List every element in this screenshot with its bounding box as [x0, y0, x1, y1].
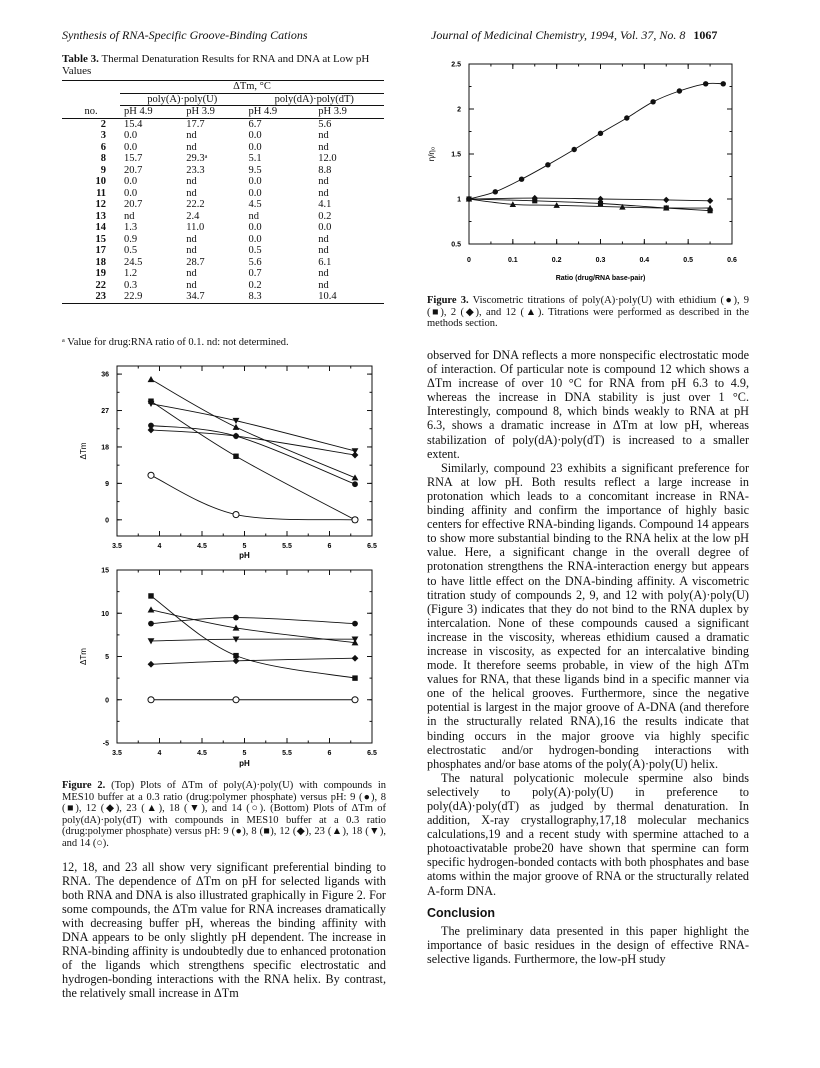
- series-line: [151, 610, 355, 643]
- table-3-caption-text: Thermal Denaturation Results for RNA and DNA at Low pH Values: [62, 53, 370, 77]
- compound-number: 14: [95, 222, 106, 233]
- table-cell: nd: [318, 245, 329, 256]
- data-point: [148, 472, 154, 478]
- compound-number: 10: [95, 176, 106, 187]
- table-row: [62, 176, 384, 188]
- data-point: [233, 615, 239, 621]
- table-row: [62, 268, 384, 280]
- x-tick-label: 0.1: [507, 257, 518, 264]
- table-cell: 11.0: [186, 222, 205, 233]
- y-tick-label: 5: [105, 654, 109, 661]
- x-tick-label: 4.5: [197, 750, 207, 757]
- col-header-ph: pH 4.9: [245, 106, 315, 119]
- data-point: [707, 198, 713, 204]
- table-row: [62, 153, 384, 165]
- x-tick-label: 6: [327, 543, 332, 550]
- table-cell: nd: [248, 210, 260, 222]
- table-cell: 12.0: [318, 153, 337, 164]
- table-cell: 29.3ᵃ: [186, 153, 208, 164]
- table-cell: 0.3: [124, 279, 138, 291]
- table-cell: nd: [186, 279, 197, 291]
- compound-number: 12: [95, 199, 106, 210]
- table-3-label: Table 3.: [62, 53, 99, 65]
- table-row: [62, 257, 384, 269]
- delta-tm-header: ΔTm, °C: [120, 81, 384, 94]
- table-cell: 4.5: [248, 199, 262, 210]
- col-header-ph: pH 3.9: [314, 106, 384, 119]
- table-cell: 0.2: [248, 279, 262, 291]
- table-row: [62, 245, 384, 257]
- table-cell: 17.7: [186, 118, 205, 130]
- table-cell: nd: [186, 268, 197, 279]
- compound-number: 2: [100, 118, 106, 130]
- data-point: [663, 197, 669, 203]
- table-cell: 8.8: [318, 164, 332, 176]
- col-header-ph: pH 4.9: [120, 106, 182, 119]
- data-point: [352, 474, 359, 480]
- data-point: [493, 189, 498, 194]
- x-tick-label: 0.4: [639, 257, 650, 264]
- table-cell: nd: [318, 279, 329, 291]
- series-line: [151, 401, 355, 520]
- table-row: [62, 188, 384, 200]
- x-tick-label: 5.5: [282, 543, 292, 550]
- table-cell: 10.4: [314, 291, 384, 303]
- table-cell: nd: [186, 141, 197, 153]
- data-point: [233, 511, 239, 517]
- table-cell: 0.2: [318, 210, 332, 222]
- y-tick-label: 0: [105, 517, 109, 525]
- plot-frame: [117, 366, 372, 536]
- data-point: [148, 593, 153, 598]
- table-cell: 2.4: [186, 210, 200, 222]
- plot-frame: [117, 570, 372, 743]
- series-line: [151, 379, 355, 477]
- x-tick-label: 6: [327, 750, 332, 757]
- x-tick-label: 5.5: [282, 750, 292, 757]
- compound-number: 3: [100, 130, 106, 141]
- table-cell: 15.7: [124, 153, 143, 164]
- table-cell: 0.0: [124, 130, 138, 141]
- table-3-footnote: ᵃ Value for drug:RNA ratio of 0.1. nd: not determined.: [62, 337, 289, 348]
- table-cell: nd: [186, 187, 197, 199]
- data-point: [571, 147, 576, 152]
- data-point: [148, 697, 154, 703]
- paragraph: The preliminary data presented in this paper highlight the importance of basic residues in the design of effective RNA-selective ligands. Furthermore, the low-pH study: [427, 923, 749, 966]
- data-point: [545, 162, 550, 167]
- table-cell: 0.7: [248, 268, 262, 279]
- y-axis-title: ΔTm: [79, 648, 88, 665]
- data-point: [352, 517, 358, 523]
- table-cell: 24.5: [124, 256, 143, 268]
- group-header-rna: poly(A)·poly(U): [120, 93, 245, 106]
- y-tick-label: 2.5: [451, 61, 461, 69]
- x-tick-label: 0: [467, 257, 471, 264]
- table-cell: 20.7: [124, 199, 143, 210]
- table-row: [62, 165, 384, 177]
- data-point: [148, 606, 155, 612]
- series-line: [151, 639, 355, 641]
- compound-number: 11: [96, 187, 106, 199]
- table-3-caption: [62, 53, 382, 77]
- table-cell: 0.0: [248, 222, 262, 233]
- x-tick-label: 6.5: [367, 543, 377, 550]
- table-row: [62, 234, 384, 246]
- table-cell: 8.3: [245, 291, 315, 303]
- x-axis-title: pH: [239, 759, 250, 768]
- group-header-dna: poly(dA)·poly(dT): [245, 93, 384, 106]
- table-cell: 0.0: [318, 222, 332, 233]
- data-point: [352, 697, 358, 703]
- table-cell: 23.3: [186, 164, 205, 176]
- table-cell: nd: [318, 233, 329, 245]
- y-tick-label: 36: [101, 371, 109, 379]
- compound-number: 22: [95, 279, 106, 291]
- table-cell: 0.0: [248, 187, 262, 199]
- data-point: [233, 424, 240, 430]
- y-tick-label: -5: [102, 740, 109, 748]
- x-tick-label: 4: [157, 750, 162, 757]
- running-header-journal: [431, 28, 717, 43]
- table-cell: 0.0: [248, 233, 262, 245]
- compound-number: 9: [100, 164, 106, 176]
- table-cell: 28.7: [186, 256, 205, 268]
- table-cell: nd: [318, 141, 329, 153]
- data-point: [352, 675, 357, 680]
- table-cell: nd: [124, 210, 135, 222]
- figure-3-caption-text: Viscometric titrations of poly(A)·poly(U) with ethidium (●), 9 (■), 2 (◆), and 12 (▲). Titrations were performed as described in the methods section.: [427, 295, 750, 329]
- y-tick-label: 15: [101, 567, 109, 575]
- col-header-ph: pH 3.9: [182, 106, 244, 119]
- table-row: [62, 142, 384, 154]
- data-point: [233, 454, 238, 459]
- data-point: [148, 621, 154, 627]
- left-column-body: [62, 860, 386, 1000]
- data-point: [233, 433, 240, 440]
- data-point: [721, 81, 726, 86]
- data-point: [352, 481, 358, 487]
- series-line: [469, 83, 723, 199]
- y-tick-label: 0.5: [451, 241, 461, 249]
- paragraph: observed for DNA reflects a more nonspecific electrostatic mode of interaction. Of particular note is compound 12 which shows a ΔTm increase of over 10 °C for RNA from pH 6.3 to 4.9, whereas the increase in DNA stability is just over 1 °C. Interestingly, compound 8, which binds weakly to RNA at pH 6.3, shows a dramatic increase in ΔTm at low pH, whereas stabilization of poly(dA)·poly(dT) is increased to a smaller extent.: [427, 348, 749, 461]
- data-point: [148, 427, 155, 434]
- table-cell: 5.1: [248, 153, 262, 164]
- compound-number: 8: [100, 153, 106, 164]
- compound-number: 6: [100, 141, 106, 153]
- series-line: [151, 475, 355, 520]
- page-number: 1067: [693, 28, 718, 42]
- x-tick-label: 0.6: [727, 257, 737, 264]
- table-3: [62, 80, 384, 304]
- table-cell: 0.0: [248, 130, 262, 141]
- table-cell: 4.1: [318, 199, 332, 210]
- table-cell: 0.0: [124, 141, 138, 153]
- x-tick-label: 0.3: [595, 257, 606, 264]
- table-cell: 5.6: [318, 118, 332, 130]
- table-cell: 0.5: [248, 245, 262, 256]
- journal-citation: Journal of Medicinal Chemistry, 1994, Vol. 37, No. 8: [431, 28, 686, 42]
- x-tick-label: 4.5: [197, 543, 207, 550]
- table-row: [62, 222, 384, 234]
- x-tick-label: 5: [242, 750, 247, 757]
- y-tick-label: 10: [101, 610, 109, 618]
- y-tick-label: 18: [101, 444, 109, 452]
- y-tick-label: 9: [105, 480, 109, 488]
- data-point: [148, 376, 155, 382]
- x-axis-title: pH: [239, 551, 250, 560]
- table-cell: 34.7: [182, 291, 244, 303]
- compound-number: 15: [95, 233, 106, 245]
- table-cell: 20.7: [124, 164, 143, 176]
- series-line: [151, 426, 355, 485]
- table-cell: 0.0: [124, 187, 138, 199]
- x-tick-label: 6.5: [367, 750, 377, 757]
- series-line: [151, 430, 355, 455]
- plot-frame: [469, 64, 732, 244]
- x-tick-label: 0.5: [683, 257, 694, 264]
- x-tick-label: 3.5: [112, 543, 122, 550]
- table-cell: nd: [318, 176, 329, 187]
- figure-3-chart: [426, 54, 756, 299]
- figure-3-caption: [427, 295, 749, 330]
- table-cell: nd: [318, 187, 329, 199]
- figure-2-caption: [62, 780, 386, 849]
- table-row: [62, 130, 384, 142]
- compound-number: 17: [95, 245, 106, 256]
- table-cell: 0.0: [248, 176, 262, 187]
- table-cell: nd: [186, 233, 197, 245]
- data-point: [703, 81, 708, 86]
- table-cell: 0.0: [124, 176, 138, 187]
- data-point: [233, 657, 240, 664]
- data-point: [148, 661, 155, 668]
- table-row: [62, 118, 384, 130]
- y-tick-label: 2: [457, 106, 461, 114]
- series-line: [469, 198, 710, 201]
- col-header-no: no.: [62, 106, 120, 119]
- paragraph: The natural polycationic molecule spermine also binds selectively to poly(A)·poly(U) in preference to poly(dA)·poly(dT) as judged by thermal denaturation. In addition, X-ray crystallography,17,18 molecular mechanics calculations,19 and a recent study with spermine attached to a photoactivatable probe20 have shown that spermine can form specific hydrogen-bonded contacts with both phosphates and base atoms within the major groove of RNA or the structurally related A-form DNA.: [427, 770, 749, 898]
- right-column-body: [427, 348, 749, 966]
- y-tick-label: 1: [457, 196, 461, 204]
- data-point: [677, 88, 682, 93]
- compound-number: 19: [95, 268, 106, 279]
- y-tick-label: 27: [101, 408, 109, 416]
- x-tick-label: 0.2: [551, 257, 562, 264]
- running-header-title: Synthesis of RNA-Specific Groove-Binding Cations: [62, 28, 308, 42]
- x-tick-label: 5: [242, 543, 247, 550]
- table-row: [62, 211, 384, 223]
- table-row: [62, 291, 384, 303]
- table-cell: nd: [186, 245, 197, 256]
- table-cell: 9.5: [248, 164, 262, 176]
- figure-3-label: Figure 3.: [427, 295, 469, 306]
- y-axis-title: ΔTm: [79, 442, 88, 460]
- figure-2-bottom-chart: [72, 567, 392, 782]
- y-tick-label: 1.5: [451, 151, 461, 159]
- table-row: [62, 280, 384, 292]
- series-line: [469, 199, 710, 211]
- table-cell: nd: [186, 130, 197, 141]
- data-point: [352, 621, 358, 627]
- table-cell: nd: [186, 176, 197, 187]
- table-cell: 1.3: [124, 222, 138, 233]
- data-point: [352, 448, 359, 454]
- data-point: [233, 697, 239, 703]
- paragraph: Similarly, compound 23 exhibits a significant preference for RNA at low pH. Both results reflect a large increase in protonation which leads to a concomitant increase in RNA-binding affinity and confirm the importance of highly basic centers for effective RNA-binding ligands. Compound 14 appears to show more substantial binding to the RNA helix at the low pH value. Here, a significant change in the overall degree of protonation strengthens the RNA-interaction energy but appears to have little effect on the DNA-binding affinity. A viscometric titration study of compounds 2, 9, and 12 with poly(A)·poly(U) (Figure 3) indicates that they do not bind to the RNA duplex by intercalation. None of these compounds caused a significant increase in the viscosity, whereas ethidium caused a dramatic increase in viscosity, as expected for an intercalative binding mode. It therefore seems probable, in view of the high ΔTm values for RNA, that these ligands bind in a specific manner via one of the helical grooves. Furthermore, since the negative potential is largest in the major groove of A-DNA (and therefore in the structurally related RNA),16 the results indicate that binding occurs in the major groove via highly specific electrostatic and/or hydrogen-bonding interactions with phosphates and/or base atoms of the poly(A)·poly(U) helix.: [427, 460, 749, 771]
- table-cell: 5.6: [248, 256, 262, 268]
- table-cell: 1.2: [124, 268, 138, 279]
- y-tick-label: 0: [105, 697, 109, 705]
- data-point: [624, 115, 629, 120]
- data-point: [352, 655, 359, 662]
- data-point: [650, 99, 655, 104]
- table-cell: 0.5: [124, 245, 138, 256]
- table-row: [62, 199, 384, 211]
- data-point: [598, 131, 603, 136]
- compound-number: 18: [95, 256, 106, 268]
- table-cell: 6.7: [248, 118, 262, 130]
- table-cell: 22.2: [186, 199, 205, 210]
- table-cell: 6.1: [318, 256, 332, 268]
- x-tick-label: 4: [157, 543, 162, 550]
- table-cell: 15.4: [124, 118, 143, 130]
- table-cell: 0.0: [248, 141, 262, 153]
- x-axis-title: Ratio (drug/RNA base-pair): [555, 275, 646, 282]
- figure-2-label: Figure 2.: [62, 780, 106, 791]
- y-axis-title: η/η₀: [427, 146, 436, 162]
- compound-number: 23: [62, 291, 120, 303]
- section-heading-conclusion: Conclusion: [427, 905, 496, 920]
- table-cell: nd: [318, 130, 329, 141]
- table-cell: nd: [318, 268, 329, 279]
- series-line: [151, 596, 355, 678]
- table-cell: 22.9: [120, 291, 182, 303]
- figure-2-top-chart: [72, 362, 392, 572]
- paragraph: 12, 18, and 23 all show very significant preferential binding to RNA. The dependence of ΔTm on pH for selected ligands with both RNA and DNA is also illustrated graphically in Figure 2. For some compounds, the ΔTm value for RNA increases dramatically with decreasing buffer pH, whereas the binding affinity with DNA appears to be only slightly pH dependent. The increase in RNA-binding affinity is undoubtedly due to enhanced protonation of the ligands which strengthens specific electrostatic and hydrogen-bonding interactions with the RNA helix. By contrast, the relatively small increase in ΔTm: [62, 860, 386, 1000]
- table-cell: 0.9: [124, 233, 138, 245]
- x-tick-label: 3.5: [112, 750, 122, 757]
- data-point: [519, 176, 524, 181]
- compound-number: 13: [95, 210, 106, 222]
- figure-2-caption-text: (Top) Plots of ΔTm of poly(A)·poly(U) with compounds in MES10 buffer at a 0.3 ratio (drug:polymer phosphate) versus pH: 9 (●), 8 (■), 12 (◆), 23 (▲), 18 (▼), and 14 (○). (Bottom) Plots of ΔTm of poly(dA)·poly(dT) with compounds in MES10 buffer at a 0.3 ratio (drug:polymer phosphate) versus pH: 9 (●), 8 (■), 12 (◆), 23 (▲), 18 (▼), and 14 (○).: [62, 780, 387, 849]
